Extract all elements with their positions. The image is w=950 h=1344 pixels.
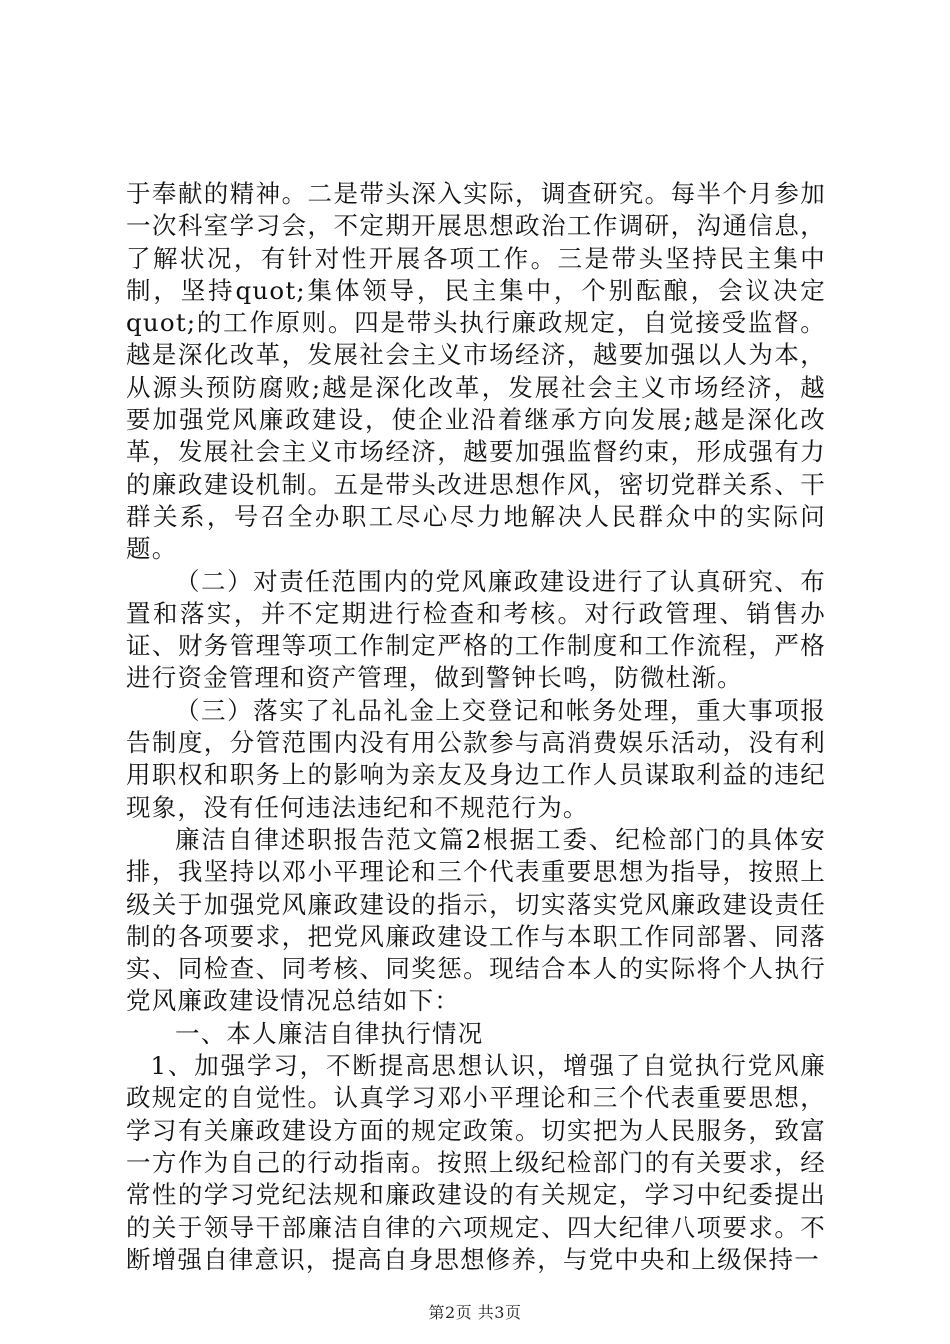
paragraph-section-three: （三）落实了礼品礼金上交登记和帐务处理，重大事项报告制度，分管范围内没有用公款参与高消费娱乐活动，没有利用职权和职务上的影响为亲友及身边工作人员谋取利益的违纪现象，没有任何违法违纪和不规范行为。 xyxy=(126,695,826,822)
page-footer: 第2页 共3页 xyxy=(428,1303,522,1322)
paragraph-item-one: 1、加强学习，不断提高思想认识，增强了自觉执行党风廉政规定的自觉性。认真学习邓小平理论和三个代表重要思想，学习有关廉政建设方面的规定政策。切实把为人民服务，致富一方作为自己的行动指南。按照上级纪检部门的有关要求，经常性的学习党纪法规和廉政建设的有关规定，学习中纪委提出的关于领导干部廉洁自律的六项规定、四大纪律八项要求。不断增强自律意识，提高自身思想修养，与党中央和上级保持一 xyxy=(126,1051,826,1274)
document-body xyxy=(126,178,826,1276)
paragraph-report-intro: 廉洁自律述职报告范文篇2根据工委、纪检部门的具体安排，我坚持以邓小平理论和三个代表重要思想为指导，按照上级关于加强党风廉政建设的指示，切实落实党风廉政建设责任制的各项要求，把党风廉政建设工作与本职工作同部署、同落实、同检查、同考核、同奖惩。现结合本人的实际将个人执行党风廉政建设情况总结如下： xyxy=(126,824,826,1016)
paragraph-continuation: 于奉献的精神。二是带头深入实际，调查研究。每半个月参加一次科室学习会，不定期开展思想政治工作调研，沟通信息，了解状况，有针对性开展各项工作。三是带头坚持民主集中制，坚持quot;集体领导，民主集中，个别酝酿，会议决定quot;的工作原则。四是带头执行廉政规定，自觉接受监督。越是深化改革，发展社会主义市场经济，越要加强以人为本，从源头预防腐败;越是深化改革，发展社会主义市场经济，越要加强党风廉政建设，使企业沿着继承方向发展;越是深化改革，发展社会主义市场经济，越要加强监督约束，形成强有力的廉政建设机制。五是带头改进思想作风，密切党群关系、干群关系，号召全办职工尽心尽力地解决人民群众中的实际问题。 xyxy=(126,179,826,564)
paragraph-section-two: （二）对责任范围内的党风廉政建设进行了认真研究、布置和落实，并不定期进行检查和考核。对行政管理、销售办证、财务管理等项工作制定严格的工作制度和工作流程，严格进行资金管理和资产管理，做到警钟长鸣，防微杜渐。 xyxy=(126,566,826,693)
section-heading: 一、本人廉洁自律执行情况 xyxy=(175,1018,484,1048)
